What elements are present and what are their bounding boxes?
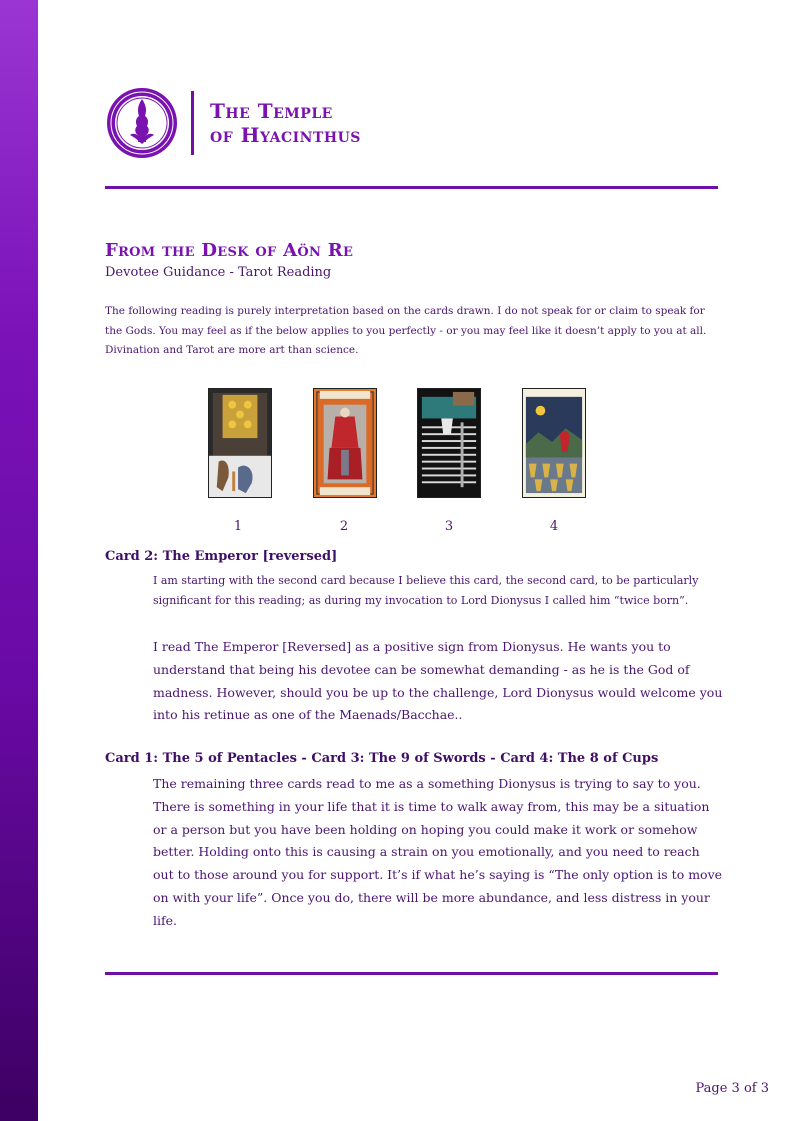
desk-title: From the Desk of Aön Re	[105, 240, 354, 261]
top-divider	[105, 186, 718, 189]
card-number-1: 1	[233, 519, 243, 534]
desk-subtitle: Devotee Guidance - Tarot Reading	[105, 265, 332, 280]
temple-seal-logo	[105, 86, 179, 160]
card-number-2: 2	[339, 519, 349, 534]
card-number-3: 3	[444, 519, 454, 534]
section-paragraph: The remaining three cards read to me as a something Dionysus is trying to say to you. There is something in your life that it is time to walk away from, this may be a situation or a person but you have been holding on hoping you could make it work or somehow better. Holding onto this is causing a strain on you emotionally, and you need to reach out to those around you for support. It’s if what he’s saying is “The only option is to move on with your life”. Once you do, there will be more abundance, and less distress in your life.	[153, 776, 723, 928]
tarot-card-3	[417, 388, 481, 498]
card-number-4: 4	[549, 519, 559, 534]
tarot-card-2	[313, 388, 377, 498]
intro-paragraph: The following reading is purely interpretation based on the cards drawn. I do not speak for or claim to speak for the Gods. You may feel as if the below applies to you perfectly - or you may feel like it doesn’t apply to you at all. Divination and Tarot are more art than science.	[105, 305, 707, 356]
tarot-card-1	[208, 388, 272, 498]
page-number: Page 3 of 3	[695, 1081, 769, 1096]
temple-name	[210, 99, 361, 147]
header-divider	[191, 91, 194, 155]
section-paragraph: I am starting with the second card because I believe this card, the second card, to be particularly significant for this reading; as during my invocation to Lord Dionysus I called him “twice born”.	[153, 574, 699, 607]
tarot-card-4	[522, 388, 586, 498]
header	[105, 84, 361, 162]
section-paragraph: I read The Emperor [Reversed] as a positive sign from Dionysus. He wants you to understand that being his devotee can be somewhat demanding - as he is the God of madness. However, should you be up to the challenge, Lord Dionysus would welcome you into his retinue as one of the Maenads/Bacchae..	[153, 639, 723, 723]
temple-name-line2: of Hyacinthus	[210, 123, 361, 147]
temple-name-line1: The Temple	[210, 99, 333, 123]
section-title-remaining-cards: Card 1: The 5 of Pentacles - Card 3: The 9 of Swords - Card 4: The 8 of Cups	[105, 751, 659, 766]
section-title-emperor: Card 2: The Emperor [reversed]	[105, 549, 338, 564]
side-accent-bar	[0, 0, 38, 1121]
bottom-divider	[105, 972, 718, 975]
